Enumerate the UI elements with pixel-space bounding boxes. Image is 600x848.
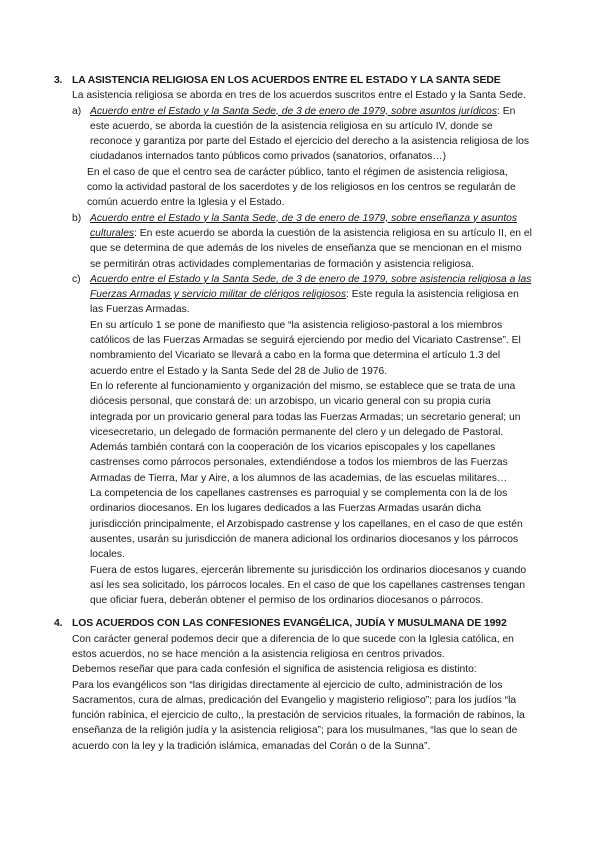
item-a-continuation: En el caso de que el centro sea de carácter público, tanto el régimen de asistencia religiosa, como la actividad pastoral de los sacerdotes y de los religiosos en los centros se regularán de común acuerdo entre la Iglesia y el Estado. [87,166,516,209]
list-item-a [54,104,532,165]
section-4-paragraph: Con carácter general podemos decir que a diferencia de lo que sucede con la Iglesia católica, en estos acuerdos, no se hace mención a la asistencia religiosa en centros privados. [72,633,514,660]
section-4-title: LOS ACUERDOS CON LAS CONFESIONES EVANGÉLICA, JUDÍA Y MUSULMANA DE 1992 [72,618,507,630]
item-c-paragraph: En su artículo 1 se pone de manifiesto que “la asistencia religioso-pastoral a los miembros católicos de las Fuerzas Armadas se seguirá ejerciendo por medio del Vicariato Castrense”. El nombramiento del Vicariato se llevará a cabo en la forma que determina el artículo 1.3 del acuerdo entre el Estado y la Santa Sede del 28 de Julio de 1976. [90,319,521,377]
item-a-text [90,104,532,165]
item-c-paragraph: La competencia de los capellanes castrenses es parroquial y se complementa con la de los ordinarios diocesanos. En los lugares dedicados a las Fuerzas Armadas usarán dicha jurisdicción principalmente, el Arzobispado castrense y los capellanes, en el caso de que estén ausentes, usarán su jurisdicción de manera adicional los ordinarios diocesanos y los párrocos locales. [90,488,523,561]
document-body [54,73,532,754]
item-b-body: : En este acuerdo se aborda la cuestión de la asistencia religiosa en su artículo II, en el que se determina de que además de los niveles de enseñanza que se mencionan en el mismo se permitirán otras actividades complementarias de formación y asistencia religiosa. [90,227,532,270]
item-b-text [90,211,532,272]
section-4-paragraph: Debemos reseñar que para cada confesión el significa de asistencia religiosa es distinto: [72,664,477,676]
section-3-heading [54,73,532,88]
section-3-number: 3. [54,75,63,86]
agreement-ensenanza-link[interactable]: Acuerdo entre el Estado y la Santa Sede, de 3 de enero de 1979, sobre enseñanza y asuntos culturales [90,212,518,239]
list-marker-c: c) [72,273,81,285]
section-3-title: LA ASISTENCIA RELIGIOSA EN LOS ACUERDOS ENTRE EL ESTADO Y LA SANTA SEDE [72,75,501,86]
section-4-heading [54,616,532,631]
agreement-fuerzas-armadas-link[interactable]: Acuerdo entre el Estado y la Santa Sede, de 3 de enero de 1979, sobre asistencia religiosa a las Fuerzas Armadas y servicio militar de clérigos religiosos [90,273,532,301]
list-marker-b: b) [72,212,82,224]
list-item-c [54,272,532,318]
item-c-body: : Este regula la asistencia religiosa en las Fuerzas Armadas. [90,289,519,316]
section-4-paragraph: Para los evangélicos son “las dirigidas directamente al ejercicio de culto, administración de los Sacramentos, cura de almas, predicación del Evangelio y magisterio religioso”; para los judíos “la función rabínica, el ejercicio de culto,, la prestación de servicios rituales, la formación de rabinos, la enseñanza de la religión judía y la asistencia religiosa”; para los musulmanes, “las que lo sean de acuerdo con la ley y la tradición islámica, emanadas del Corán o de la Sunna”. [72,679,525,752]
agreement-juridicos-link[interactable]: Acuerdo entre el Estado y la Santa Sede, de 3 de enero de 1979, sobre asuntos jurídicos [90,105,497,117]
item-a-body: : En este acuerdo, se aborda la cuestión de la asistencia religiosa en su artículo IV, donde se reconoce y garantiza por parte del Estado el ejercicio del derecho a la asistencia religiosa de los ciudadanos internados tanto públicos como privados (sanatorios, orfanatos…) [90,105,530,163]
section-4-number: 4. [54,618,63,630]
list-marker-a: a) [72,105,82,117]
section-3-intro: La asistencia religiosa se aborda en tres de los acuerdos suscritos entre el Estado y la Santa Sede. [72,90,526,102]
item-c-paragraph: En lo referente al funcionamiento y organización del mismo, se establece que se trata de una diócesis personal, que constará de: un arzobispo, un vicario general con su propia curia integrada por un provicario general para todas las Fuerzas Armadas; un secretario general; un vicesecretario, un delegado de formación permanente del clero y un delegado de Pastoral. Además también contará con la cooperación de los vicarios episcopales y los capellanes castrenses como párrocos personales, extendiéndose a todos los miembros de las Fuerzas Armadas de Tierra, Mar y Aire, a los alumnos de las academias, de las escuelas militares… [90,380,521,484]
list-item-b [54,211,532,272]
item-c-paragraph: Fuera de estos lugares, ejercerán libremente su jurisdicción los ordinarios diocesanos y cuando así les sea solicitado, los párrocos locales. En el caso de que los capellanes castrenses tengan que oficiar fuera, deberán obtener el permiso de los ordinarios diocesanos o párrocos. [90,564,527,607]
item-c-text [90,272,532,318]
